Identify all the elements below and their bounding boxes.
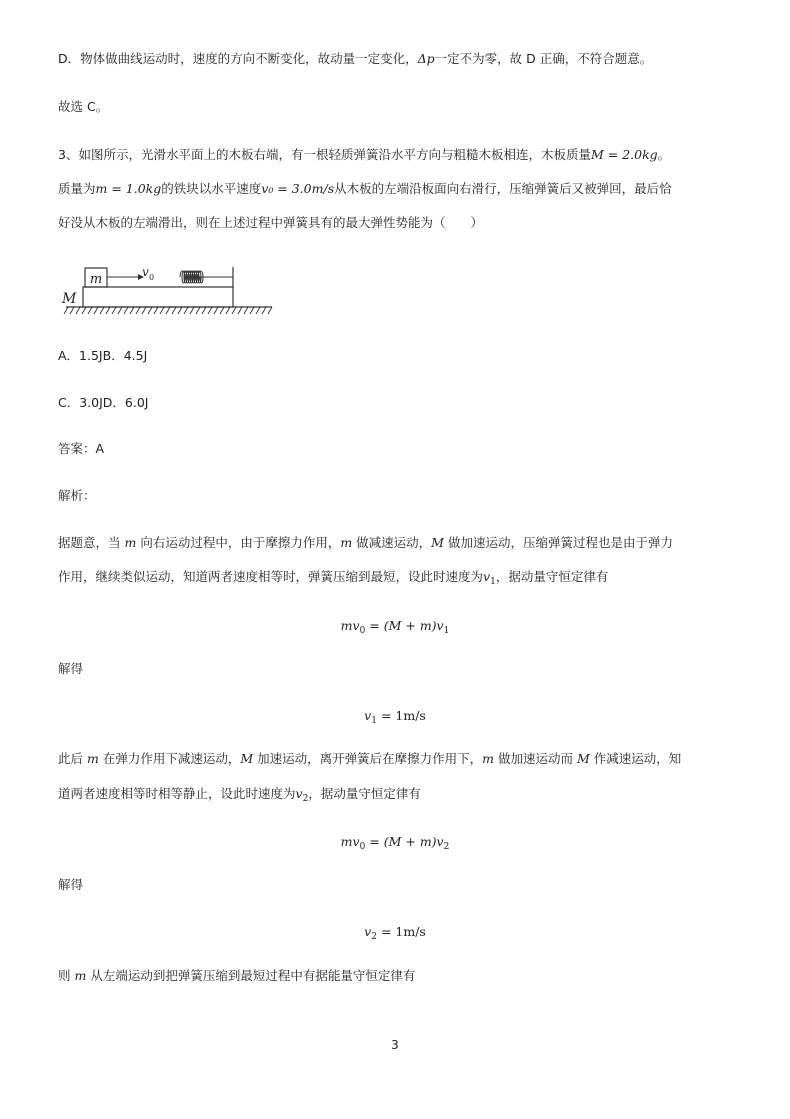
eq2-v: v [364, 708, 372, 723]
velocity-label: v [142, 265, 149, 279]
options-ab: A．1.5JB．4.5J [58, 348, 148, 363]
eq3-rhs-sub: 2 [443, 842, 450, 852]
para1-v1: v [483, 569, 491, 584]
para2-M1: M [240, 751, 254, 766]
para1-a: 据题意，当 [58, 535, 125, 550]
para2-line2 [58, 786, 421, 802]
spring-board-figure [58, 262, 278, 322]
eq1-lhs-sub: 0 [359, 626, 366, 636]
question-line-3: 好没从木板的左端滑出，则在上述过程中弹簧具有的最大弹性势能为（ ） [58, 215, 484, 230]
equation-2 [0, 708, 790, 724]
question-line-1 [58, 147, 670, 163]
answer: 答案：A [58, 441, 105, 456]
para1-b: 向右运动过程中，由于摩擦力作用， [136, 535, 341, 550]
para2-a: 此后 [58, 751, 87, 766]
eq3-lhs: mv [340, 834, 360, 849]
para2-b: 在弹力作用下减速运动， [98, 751, 241, 766]
para3-m1: m [74, 968, 87, 983]
solve-label-2: 解得 [58, 877, 84, 892]
option-d-suffix: 一定不为零，故 D 正确，不符合题意。 [434, 51, 653, 66]
initial-velocity-eq: v₀ = 3.0m/s [261, 181, 335, 196]
para2-M2: M [576, 751, 590, 766]
eq3-mid: = (M + m)v [365, 834, 444, 849]
eq4-rest: = 1m/s [376, 924, 426, 939]
previous-conclusion: 故选 C。 [58, 99, 109, 114]
page-number: 3 [391, 1038, 399, 1052]
block-label: m [89, 272, 103, 287]
question-line-2-c: 从木板的左端沿板面向右滑行，压缩弹簧后又被弹回，最后恰 [334, 181, 672, 196]
delta-p: Δp [417, 51, 435, 66]
para2-v2-subscript: 2 [302, 794, 309, 804]
para1-m1: m [124, 535, 137, 550]
eq1-rhs-sub: 1 [443, 626, 450, 636]
velocity-label-subscript: 0 [149, 273, 155, 282]
para3-line1 [58, 968, 415, 984]
para2-d: 做加速运动而 [493, 751, 577, 766]
eq2-sub: 1 [371, 716, 377, 726]
board-label: M [62, 291, 77, 307]
equation-3 [0, 834, 790, 850]
solve-label-1: 解得 [58, 661, 84, 676]
para2-c: 加速运动，离开弹簧后在摩擦力作用下， [253, 751, 483, 766]
para2-line1 [58, 751, 681, 767]
para2-m1: m [86, 751, 99, 766]
para1-m2: m [340, 535, 353, 550]
para3-a: 则 [58, 968, 75, 983]
ground-hatching [64, 307, 272, 314]
options-cd: C．3.0JD．6.0J [58, 395, 149, 410]
eq4-sub: 2 [371, 932, 377, 942]
para2-m2: m [482, 751, 494, 766]
question-line-2-a: 质量为 [58, 181, 96, 196]
board [83, 287, 233, 307]
option-d-text [58, 51, 652, 67]
question-line-1-end: 。 [657, 147, 671, 162]
para2-v2: v [295, 786, 303, 801]
spring [180, 271, 233, 283]
eq4-v: v [364, 924, 372, 939]
para1-line2 [58, 569, 608, 585]
para3-b: 从左端运动到把弹簧压缩到最短过程中有据能量守恒定律有 [86, 968, 416, 983]
question-line-2 [58, 181, 672, 197]
eq2-rest: = 1m/s [376, 708, 426, 723]
para1-line2-text: 作用，继续类似运动，知道两者速度相等时，弹簧压缩到最短，设此时速度为 [58, 569, 484, 584]
para2-line2-text: 道两者速度相等时相等静止，设此时速度为 [58, 786, 296, 801]
analysis-label: 解析： [58, 488, 96, 503]
equation-4 [0, 924, 790, 940]
para2-e: 作减速运动，知 [589, 751, 682, 766]
eq1-mid: = (M + m)v [365, 618, 444, 633]
equation-1 [0, 618, 790, 634]
question-line-2-b: 的铁块以水平速度 [161, 181, 262, 196]
eq1-lhs: mv [340, 618, 360, 633]
option-d-prefix: D．物体做曲线运动时，速度的方向不断变化，故动量一定变化， [58, 51, 418, 66]
para1-line1 [58, 535, 673, 551]
para1-M1: M [431, 535, 444, 550]
para1-v1-subscript: 1 [490, 577, 496, 587]
board-mass-eq: M = 2.0kg [590, 147, 658, 162]
para1-c: 做减速运动， [352, 535, 432, 550]
eq3-lhs-sub: 0 [359, 842, 366, 852]
para1-d: 做加速运动，压缩弹簧过程也是由于弹力 [443, 535, 673, 550]
block-mass-eq: m = 1.0kg [95, 181, 162, 196]
question-number-text: 3、如图所示，光滑水平面上的木板右端，有一根轻质弹簧沿水平方向与粗糙木板相连，木板质量 [58, 147, 591, 162]
para1-line2-end: ，据动量守恒定律有 [495, 569, 609, 584]
para2-line2-end: ，据动量守恒定律有 [308, 786, 421, 801]
